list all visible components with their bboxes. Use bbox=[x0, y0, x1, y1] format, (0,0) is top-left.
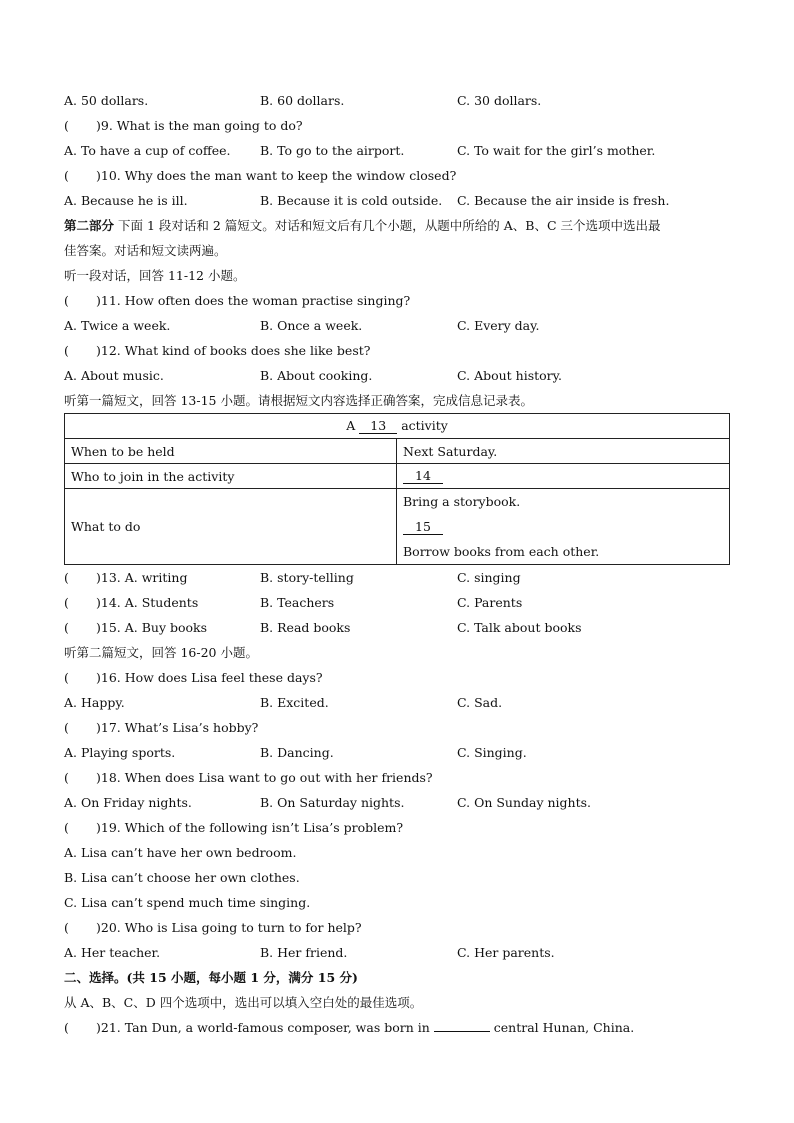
answer-paren: ( bbox=[64, 720, 69, 735]
table-row bbox=[65, 439, 730, 464]
table-row bbox=[65, 464, 730, 489]
dialog-intro: 听一段对话，回答 11-12 小题。 bbox=[64, 268, 246, 283]
question-16 bbox=[64, 665, 730, 690]
q16-option-c: C. Sad. bbox=[457, 695, 503, 710]
answer-paren: ( bbox=[64, 620, 69, 635]
question-17 bbox=[64, 715, 730, 740]
q15-option-a: A. Buy books bbox=[124, 620, 208, 635]
q18-option-b: B. On Saturday nights. bbox=[260, 795, 405, 810]
q8-options bbox=[64, 88, 730, 113]
header-article: A bbox=[346, 418, 356, 433]
row-value-when: Next Saturday. bbox=[397, 439, 730, 464]
q12-options bbox=[64, 363, 730, 388]
answer-paren: ( bbox=[64, 168, 69, 183]
question-12 bbox=[64, 338, 730, 363]
question-text-after: central Hunan, China. bbox=[493, 1020, 635, 1035]
question-text: Why does the man want to keep the window closed? bbox=[124, 168, 457, 183]
question-number: )19. bbox=[96, 820, 121, 835]
q14-option-b: B. Teachers bbox=[260, 595, 335, 610]
q19-option-b: B. Lisa can’t choose her own clothes. bbox=[64, 870, 300, 885]
question-text: How does Lisa feel these days? bbox=[124, 670, 323, 685]
question-text: How often does the woman practise singing? bbox=[124, 293, 411, 308]
answer-paren: ( bbox=[64, 118, 69, 133]
q18-option-a: A. On Friday nights. bbox=[64, 795, 192, 810]
question-text: Which of the following isn’t Lisa’s problem? bbox=[124, 820, 404, 835]
question-9 bbox=[64, 113, 730, 138]
section2-title: 二、选择。(共 15 小题，每小题 1 分，满分 15 分) bbox=[64, 970, 358, 985]
question-text-before: Tan Dun, a world-famous composer, was born in bbox=[124, 1020, 430, 1035]
q11-option-c: C. Every day. bbox=[457, 318, 540, 333]
q9-option-a: A. To have a cup of coffee. bbox=[64, 143, 231, 158]
q9-options bbox=[64, 138, 730, 163]
question-number: )11. bbox=[96, 293, 121, 308]
section2-instruction: 从 A、B、C、D 四个选项中，选出可以填入空白处的最佳选项。 bbox=[64, 995, 423, 1010]
answer-paren: ( bbox=[64, 670, 69, 685]
answer-paren: ( bbox=[64, 570, 69, 585]
question-number: )15. bbox=[96, 620, 121, 635]
q12-option-c: C. About history. bbox=[457, 368, 563, 383]
what-line-1: Bring a storybook. bbox=[403, 494, 521, 509]
question-text: What’s Lisa’s hobby? bbox=[124, 720, 259, 735]
question-number: )13. bbox=[96, 570, 121, 585]
part2-text: 下面 1 段对话和 2 篇短文。对话和短文后有几个小题，从题中所给的 A、B、C 三个选项中选出最 bbox=[114, 218, 661, 233]
question-13 bbox=[64, 565, 730, 590]
q20-options bbox=[64, 940, 730, 965]
q16-options bbox=[64, 690, 730, 715]
q16-option-a: A. Happy. bbox=[64, 695, 125, 710]
q9-option-c: C. To wait for the girl’s mother. bbox=[457, 143, 656, 158]
answer-paren: ( bbox=[64, 343, 69, 358]
q19-option-c: C. Lisa can’t spend much time singing. bbox=[64, 895, 311, 910]
q20-option-c: C. Her parents. bbox=[457, 945, 555, 960]
question-text: What kind of books does she like best? bbox=[124, 343, 371, 358]
answer-paren: ( bbox=[64, 1020, 69, 1035]
question-15 bbox=[64, 615, 730, 640]
blank-15[interactable]: 15 bbox=[403, 519, 443, 535]
q16-option-b: B. Excited. bbox=[260, 695, 329, 710]
question-number: )18. bbox=[96, 770, 121, 785]
q11-option-a: A. Twice a week. bbox=[64, 318, 171, 333]
part2-instruction-line1 bbox=[64, 213, 730, 238]
q13-option-c: C. singing bbox=[457, 570, 521, 585]
q14-option-c: C. Parents bbox=[457, 595, 523, 610]
q17-option-a: A. Playing sports. bbox=[64, 745, 176, 760]
answer-paren: ( bbox=[64, 820, 69, 835]
q15-option-c: C. Talk about books bbox=[457, 620, 582, 635]
what-line-2 bbox=[403, 514, 723, 539]
q15-option-b: B. Read books bbox=[260, 620, 351, 635]
question-text: When does Lisa want to go out with her friends? bbox=[124, 770, 433, 785]
fill-in-blank[interactable] bbox=[434, 1017, 490, 1032]
question-text: What is the man going to do? bbox=[116, 118, 303, 133]
row-label-when: When to be held bbox=[65, 439, 397, 464]
question-20 bbox=[64, 915, 730, 940]
answer-paren: ( bbox=[64, 293, 69, 308]
q10-option-a: A. Because he is ill. bbox=[64, 193, 188, 208]
question-number: )9. bbox=[96, 118, 113, 133]
question-number: )17. bbox=[96, 720, 121, 735]
row-value-what bbox=[397, 489, 730, 565]
row-value-who bbox=[397, 464, 730, 489]
q10-option-b: B. Because it is cold outside. bbox=[260, 193, 443, 208]
question-21 bbox=[64, 1015, 730, 1040]
q17-options bbox=[64, 740, 730, 765]
part2-instruction-line2: 佳答案。对话和短文读两遍。 bbox=[64, 243, 227, 258]
q18-options bbox=[64, 790, 730, 815]
answer-paren: ( bbox=[64, 595, 69, 610]
question-number: )10. bbox=[96, 168, 121, 183]
header-activity: activity bbox=[401, 418, 448, 433]
blank-13[interactable]: 13 bbox=[359, 418, 397, 434]
passage1-intro: 听第一篇短文，回答 13-15 小题。请根据短文内容选择正确答案，完成信息记录表。 bbox=[64, 393, 533, 408]
q8-option-b: B. 60 dollars. bbox=[260, 93, 345, 108]
q14-option-a: A. Students bbox=[124, 595, 199, 610]
row-label-who: Who to join in the activity bbox=[65, 464, 397, 489]
q18-option-c: C. On Sunday nights. bbox=[457, 795, 592, 810]
q20-option-a: A. Her teacher. bbox=[64, 945, 161, 960]
question-number: )14. bbox=[96, 595, 121, 610]
question-18 bbox=[64, 765, 730, 790]
q11-options bbox=[64, 313, 730, 338]
q9-option-b: B. To go to the airport. bbox=[260, 143, 405, 158]
question-number: )20. bbox=[96, 920, 121, 935]
q17-option-b: B. Dancing. bbox=[260, 745, 334, 760]
question-number: )21. bbox=[96, 1020, 121, 1035]
q8-option-c: C. 30 dollars. bbox=[457, 93, 542, 108]
blank-14[interactable]: 14 bbox=[403, 468, 443, 484]
question-14 bbox=[64, 590, 730, 615]
q12-option-b: B. About cooking. bbox=[260, 368, 373, 383]
question-number: )12. bbox=[96, 343, 121, 358]
question-19 bbox=[64, 815, 730, 840]
question-text: Who is Lisa going to turn to for help? bbox=[124, 920, 362, 935]
q13-option-b: B. story-telling bbox=[260, 570, 354, 585]
passage2-intro: 听第二篇短文，回答 16-20 小题。 bbox=[64, 645, 258, 660]
q8-option-a: A. 50 dollars. bbox=[64, 93, 149, 108]
row-label-what: What to do bbox=[65, 489, 397, 565]
q12-option-a: A. About music. bbox=[64, 368, 164, 383]
table-header-row bbox=[65, 414, 730, 439]
q13-option-a: A. writing bbox=[124, 570, 188, 585]
q11-option-b: B. Once a week. bbox=[260, 318, 363, 333]
question-number: )16. bbox=[96, 670, 121, 685]
q10-options bbox=[64, 188, 730, 213]
q10-option-c: C. Because the air inside is fresh. bbox=[457, 193, 670, 208]
q20-option-b: B. Her friend. bbox=[260, 945, 348, 960]
exam-page bbox=[64, 88, 730, 1040]
answer-paren: ( bbox=[64, 770, 69, 785]
answer-paren: ( bbox=[64, 920, 69, 935]
info-record-table bbox=[64, 413, 730, 565]
table-header-cell bbox=[65, 414, 730, 439]
table-row bbox=[65, 489, 730, 565]
q17-option-c: C. Singing. bbox=[457, 745, 527, 760]
question-10 bbox=[64, 163, 730, 188]
question-11 bbox=[64, 288, 730, 313]
q19-option-a: A. Lisa can’t have her own bedroom. bbox=[64, 845, 297, 860]
part2-title: 第二部分 bbox=[64, 218, 115, 233]
what-line-3: Borrow books from each other. bbox=[403, 544, 600, 559]
